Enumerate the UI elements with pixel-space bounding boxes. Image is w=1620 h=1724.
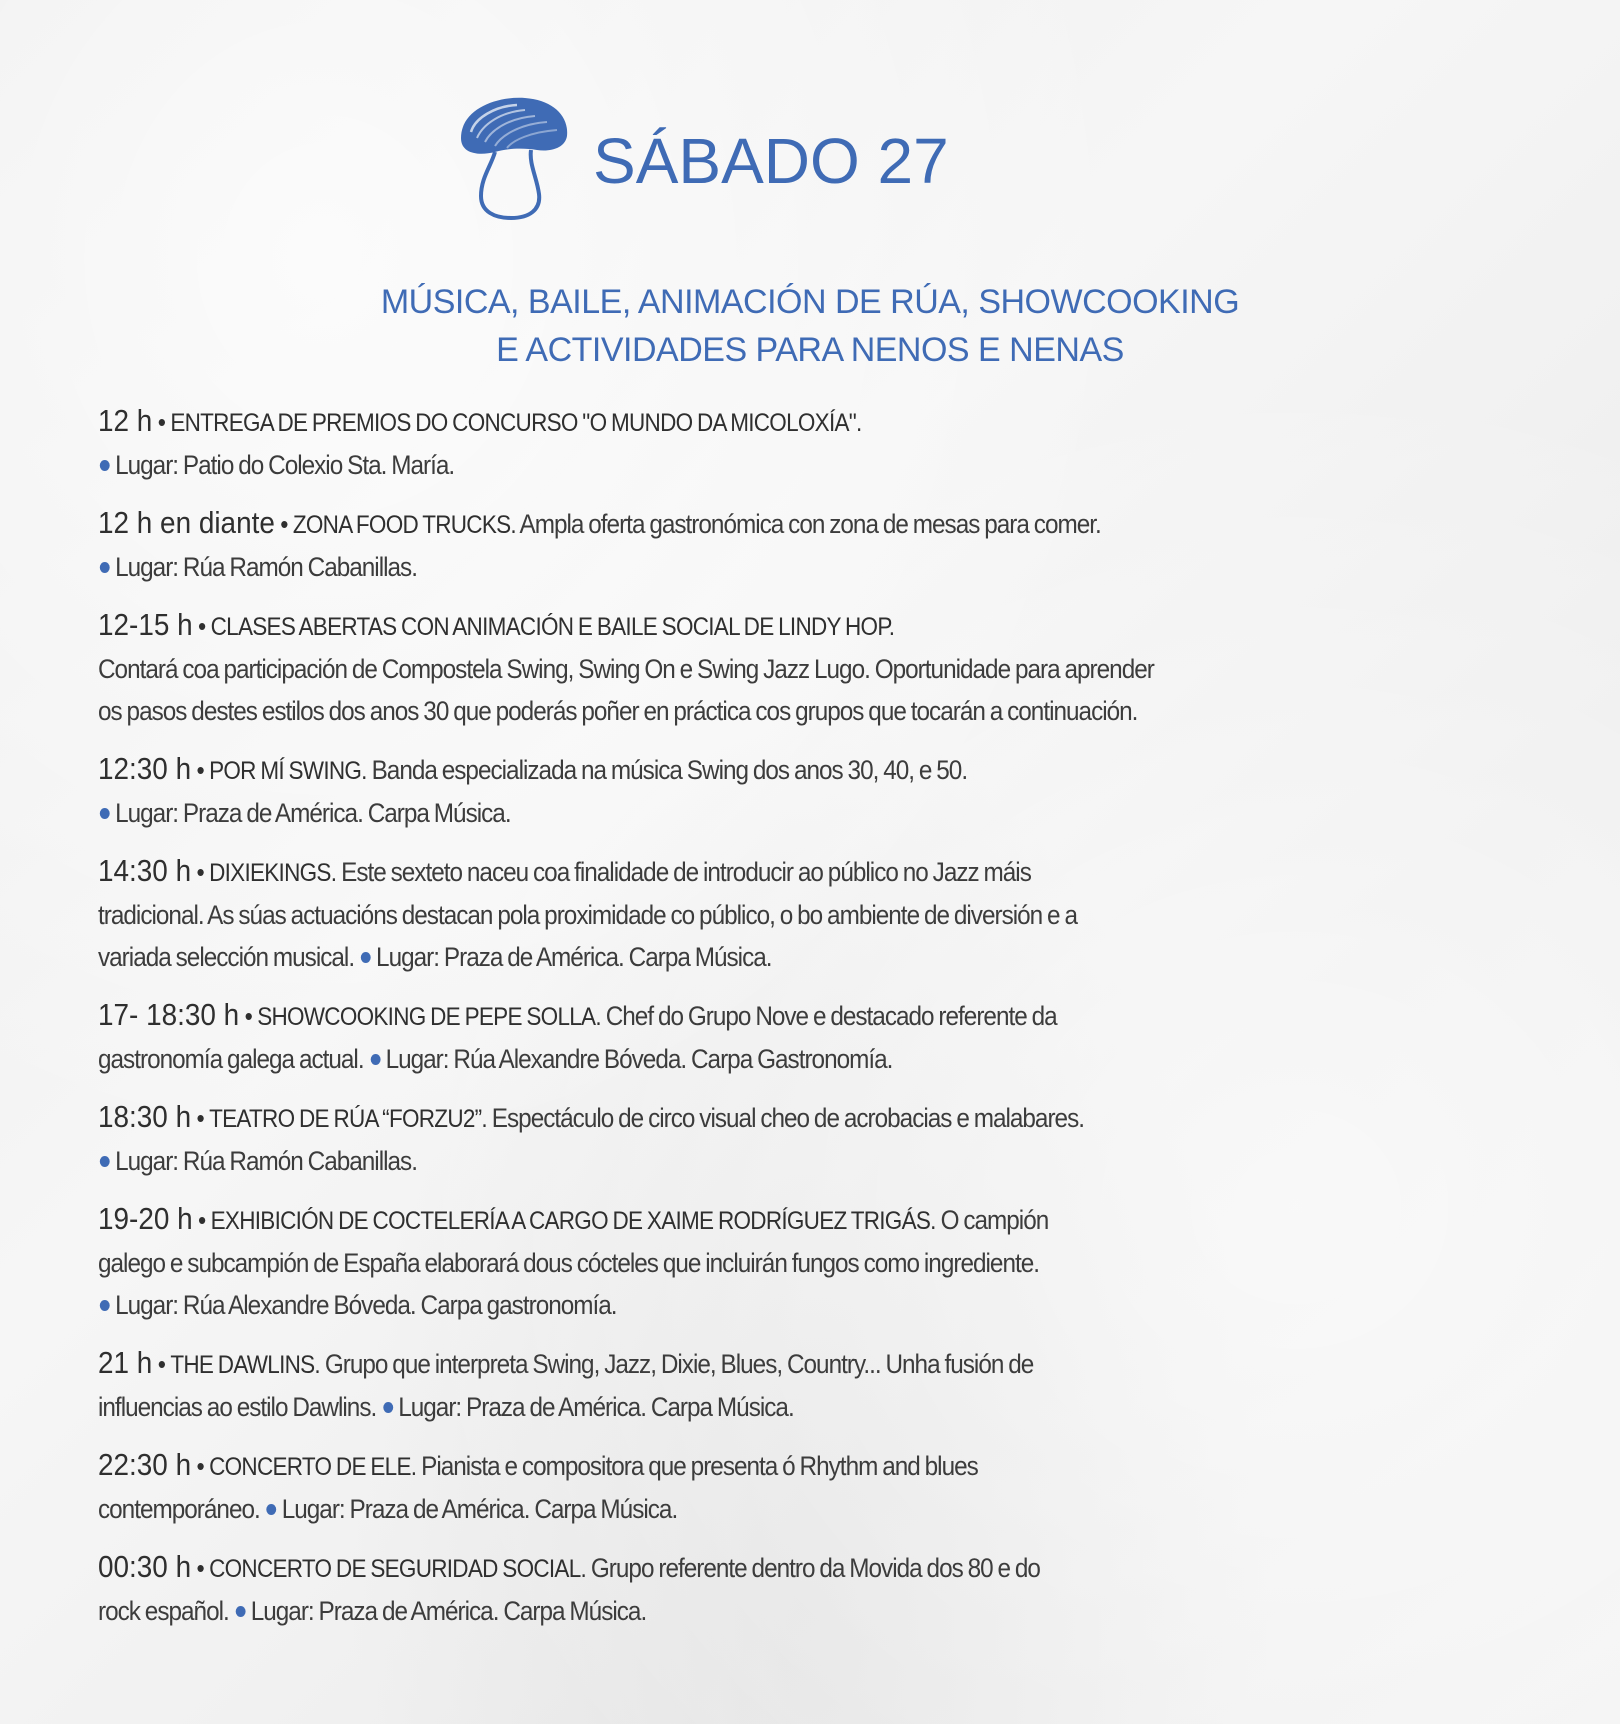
mushroom-icon bbox=[455, 92, 573, 222]
event-location-line bbox=[98, 936, 1376, 978]
event-location-line bbox=[98, 546, 1376, 588]
bullet-separator-icon: • bbox=[196, 755, 204, 785]
event-location: Lugar: Praza de América. Carpa Música. bbox=[281, 1494, 678, 1524]
event-title: DIXIEKINGS. bbox=[209, 859, 337, 887]
event-description: Este sexteto naceu coa finalidade de introducir ao público no Jazz máis bbox=[341, 857, 1031, 887]
location-bullet-icon bbox=[266, 1504, 276, 1515]
event-description-line: Contará coa participación de Compostela Swing, Swing On e Swing Jazz Lugo. Oportunidade para aprender bbox=[98, 654, 1154, 684]
event-title: CONCERTO DE ELE. bbox=[209, 1453, 417, 1481]
subtitle-line-1: MÚSICA, BAILE, ANIMACIÓN DE RÚA, SHOWCOOKING bbox=[380, 283, 1240, 321]
bullet-separator-icon: • bbox=[196, 857, 204, 887]
location-bullet-icon bbox=[235, 1606, 245, 1617]
location-bullet-icon bbox=[383, 1402, 393, 1413]
location-bullet-icon bbox=[100, 1300, 110, 1311]
bullet-separator-icon: • bbox=[196, 1103, 204, 1133]
event-item bbox=[98, 1342, 1518, 1428]
event-description-line: tradicional. As súas actuacións destacan pola proximidade co público, o bo ambiente de diversión e a bbox=[98, 900, 1077, 930]
events-list bbox=[98, 400, 1518, 1648]
event-location-line bbox=[98, 1386, 1376, 1428]
event-location: Lugar: Rúa Alexandre Bóveda. Carpa Gastronomía. bbox=[385, 1044, 893, 1074]
event-title: TEATRO DE RÚA “FORZU2”. bbox=[209, 1105, 487, 1133]
event-heading-line bbox=[98, 502, 1376, 546]
event-time: 22:30 h bbox=[98, 1447, 192, 1482]
event-item bbox=[98, 1198, 1518, 1326]
event-heading-line bbox=[98, 748, 1376, 792]
bullet-separator-icon: • bbox=[198, 1205, 206, 1235]
subtitle-line-2: E ACTIVIDADES PARA NENOS E NENAS bbox=[496, 331, 1124, 369]
event-description: Banda especializada na música Swing dos anos 30, 40, e 50. bbox=[371, 755, 968, 785]
event-time: 14:30 h bbox=[98, 853, 192, 888]
event-item bbox=[98, 502, 1518, 588]
location-bullet-icon bbox=[361, 952, 371, 963]
event-title: EXHIBICIÓN DE COCTELERÍA A CARGO DE XAIME RODRÍGUEZ TRIGÁS. bbox=[210, 1207, 936, 1235]
event-location: Lugar: Rúa Ramón Cabanillas. bbox=[115, 552, 417, 582]
event-time: 19-20 h bbox=[98, 1201, 193, 1236]
event-location-line bbox=[98, 1488, 1376, 1530]
event-description: O campión bbox=[940, 1205, 1049, 1235]
event-time: 12 h en diante bbox=[98, 505, 275, 540]
event-location: Lugar: Praza de América. Carpa Música. bbox=[376, 942, 772, 972]
event-title: SHOWCOOKING DE PEPE SOLLA. bbox=[257, 1003, 601, 1031]
event-description-tail: gastronomía galega actual. bbox=[98, 1044, 364, 1074]
location-bullet-icon bbox=[370, 1054, 380, 1065]
event-heading-line bbox=[98, 1444, 1376, 1488]
event-title: ENTREGA DE PREMIOS DO CONCURSO "O MUNDO DA MICOLOXÍA". bbox=[170, 409, 862, 437]
event-title: CONCERTO DE SEGURIDAD SOCIAL. bbox=[209, 1555, 587, 1583]
event-description: Pianista e compositora que presenta ó Rhythm and blues bbox=[421, 1451, 978, 1481]
event-description-line: galego e subcampión de España elaborará dous cócteles que incluirán fungos como ingrediente. bbox=[98, 1248, 1040, 1278]
event-location: Lugar: Praza de América. Carpa Música. bbox=[250, 1596, 647, 1626]
event-location: Lugar: Praza de América. Carpa Música. bbox=[115, 798, 511, 828]
event-description-tail: influencias ao estilo Dawlins. bbox=[98, 1392, 377, 1422]
event-time: 12-15 h bbox=[98, 607, 193, 642]
event-item bbox=[98, 850, 1518, 978]
event-time: 12 h bbox=[98, 403, 153, 438]
bullet-separator-icon: • bbox=[157, 407, 165, 437]
event-description-line: os pasos destes estilos dos anos 30 que poderás poñer en práctica cos grupos que tocarán a continuación. bbox=[98, 696, 1138, 726]
event-title: ZONA FOOD TRUCKS. bbox=[292, 511, 516, 539]
event-description-tail: contemporáneo. bbox=[98, 1494, 260, 1524]
event-item bbox=[98, 994, 1518, 1080]
event-title: THE DAWLINS. bbox=[170, 1351, 320, 1379]
event-item bbox=[98, 604, 1518, 732]
day-title: SÁBADO 27 bbox=[593, 125, 949, 197]
event-time: 17- 18:30 h bbox=[98, 997, 240, 1032]
event-heading-line bbox=[98, 400, 1376, 444]
event-item bbox=[98, 748, 1518, 834]
event-location-line bbox=[98, 792, 1376, 834]
event-heading-line bbox=[98, 1342, 1376, 1386]
event-description: Grupo referente dentro da Movida dos 80 e do bbox=[590, 1553, 1040, 1583]
bullet-separator-icon: • bbox=[198, 611, 206, 641]
event-description-tail: variada selección musical. bbox=[98, 942, 355, 972]
event-time: 18:30 h bbox=[98, 1099, 192, 1134]
event-location-line bbox=[98, 1038, 1376, 1080]
program-subtitle bbox=[0, 278, 1620, 374]
event-heading-line bbox=[98, 994, 1376, 1038]
event-heading-line bbox=[98, 1096, 1376, 1140]
bullet-separator-icon: • bbox=[280, 509, 288, 539]
event-description: Ampla oferta gastronómica con zona de mesas para comer. bbox=[519, 509, 1101, 539]
event-location-line bbox=[98, 444, 1376, 486]
event-time: 12:30 h bbox=[98, 751, 192, 786]
event-time: 21 h bbox=[98, 1345, 153, 1380]
event-location: Lugar: Rúa Alexandre Bóveda. Carpa gastronomía. bbox=[115, 1290, 617, 1320]
event-location: Lugar: Praza de América. Carpa Música. bbox=[398, 1392, 794, 1422]
event-location-line bbox=[98, 1284, 1376, 1326]
event-title: POR MÍ SWING. bbox=[209, 757, 367, 785]
event-item bbox=[98, 1546, 1518, 1632]
event-item bbox=[98, 1096, 1518, 1182]
event-description: Grupo que interpreta Swing, Jazz, Dixie, Blues, Country... Unha fusión de bbox=[324, 1349, 1034, 1379]
location-bullet-icon bbox=[100, 1156, 110, 1167]
event-location: Lugar: Rúa Ramón Cabanillas. bbox=[115, 1146, 417, 1176]
event-heading-line bbox=[98, 1198, 1376, 1242]
event-heading-line bbox=[98, 850, 1376, 894]
event-time: 00:30 h bbox=[98, 1549, 192, 1584]
event-location-line bbox=[98, 1140, 1376, 1182]
event-location: Lugar: Patio do Colexio Sta. María. bbox=[115, 450, 455, 480]
location-bullet-icon bbox=[100, 460, 110, 471]
bullet-separator-icon: • bbox=[196, 1553, 204, 1583]
event-location-line bbox=[98, 1590, 1376, 1632]
day-header bbox=[455, 92, 949, 222]
bullet-separator-icon: • bbox=[196, 1451, 204, 1481]
event-description-tail: rock español. bbox=[98, 1596, 229, 1626]
event-title: CLASES ABERTAS CON ANIMACIÓN E BAILE SOCIAL DE LINDY HOP. bbox=[210, 613, 895, 641]
event-item bbox=[98, 400, 1518, 486]
event-item bbox=[98, 1444, 1518, 1530]
event-heading-line bbox=[98, 1546, 1376, 1590]
location-bullet-icon bbox=[100, 562, 110, 573]
event-description: Chef do Grupo Nove e destacado referente da bbox=[605, 1001, 1057, 1031]
location-bullet-icon bbox=[100, 808, 110, 819]
event-description: Espectáculo de circo visual cheo de acrobacias e malabares. bbox=[491, 1103, 1085, 1133]
bullet-separator-icon: • bbox=[157, 1349, 165, 1379]
bullet-separator-icon: • bbox=[244, 1001, 252, 1031]
event-heading-line bbox=[98, 604, 1376, 648]
